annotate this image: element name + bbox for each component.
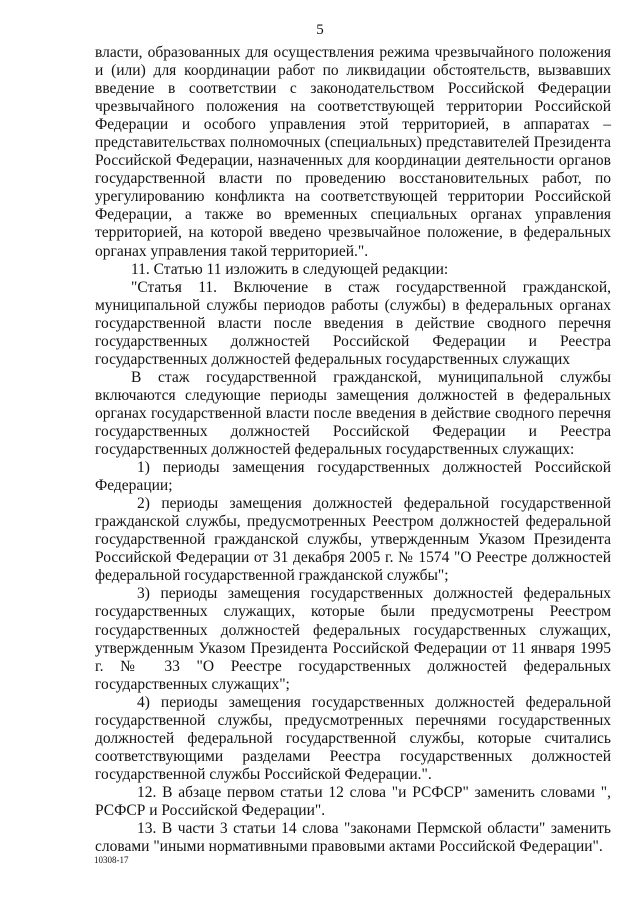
paragraph-article-11-title: "Статья 11. Включение в стаж государственной гражданской, муниципальной службы периодов работы (службы) в федеральных органах государственной власти после введения в действие сводного перечня государственных должностей Российской Федерации и Реестра государственных должностей федеральных государственных служащих — [95, 278, 611, 368]
list-item-4: 4) периоды замещения государственных должностей федеральной государственной службы, предусмотренных перечнями государственных должностей федеральной государственной службы, которые считались соответствующими разделами Реестра государственных должностей государственной службы Российской Федерации.". — [95, 693, 611, 783]
list-item-2: 2) периоды замещения должностей федеральной государственной гражданской службы, предусмотренных Реестром должностей федеральной государственной гражданской службы, утвержденным Указом Президента Российской Федерации от 31 декабря 2005 г. № 1574 "О Реестре должностей федеральной государственной гражданской службы"; — [95, 495, 611, 585]
page-number: 5 — [316, 22, 324, 38]
paragraph-continuation: власти, образованных для осуществления режима чрезвычайного положения и (или) для координации работ по ликвидации обстоятельств, вызвавших введение в соответствии с законодательством Российской Федерации чрезвычайного положения на соответствующей территории Российской Федерации и особого управления этой территорией, в аппаратах – представительствах полномочных (специальных) представителей Президента Российской Федерации, назначенных для координации деятельности органов государственной власти по проведению восстановительных работ, по урегулированию конфликта на соответствующей территории Российской Федерации, а также во временных специальных органах управления территорией, на которой введено чрезвычайное положение, в федеральных органах управления такой территорией.". — [95, 44, 611, 260]
paragraph-item-12: 12. В абзаце первом статьи 12 слова "и РСФСР" заменить словами ", РСФСР и Российской Федерации". — [95, 783, 611, 819]
document-body — [95, 44, 611, 856]
paragraph-article-11-text: В стаж государственной гражданской, муниципальной службы включаются следующие периоды замещения должностей в федеральных органах государственной власти после введения в действие сводного перечня государственных должностей Российской Федерации и Реестра государственных должностей федеральных государственных служащих: — [95, 368, 611, 459]
paragraph-item-13: 13. В части 3 статьи 14 слова "законами Пермской области" заменить словами "иными нормативными правовыми актами Российской Федерации". — [95, 820, 611, 856]
paragraph-item-11: 11. Статью 11 изложить в следующей редакции: — [131, 260, 449, 278]
list-item-1: 1) периоды замещения государственных должностей Российской Федерации; — [95, 459, 611, 495]
list-item-3: 3) периоды замещения государственных должностей федеральных государственных служащих, которые были предусмотрены Реестром государственных должностей федеральных государственных служащих, утвержденным Указом Президента Российской Федерации от 11 января 1995 г. № 33 "О Реестре государственных должностей федеральных государственных служащих"; — [95, 585, 611, 693]
footer-code: 10308-17 — [94, 855, 129, 865]
